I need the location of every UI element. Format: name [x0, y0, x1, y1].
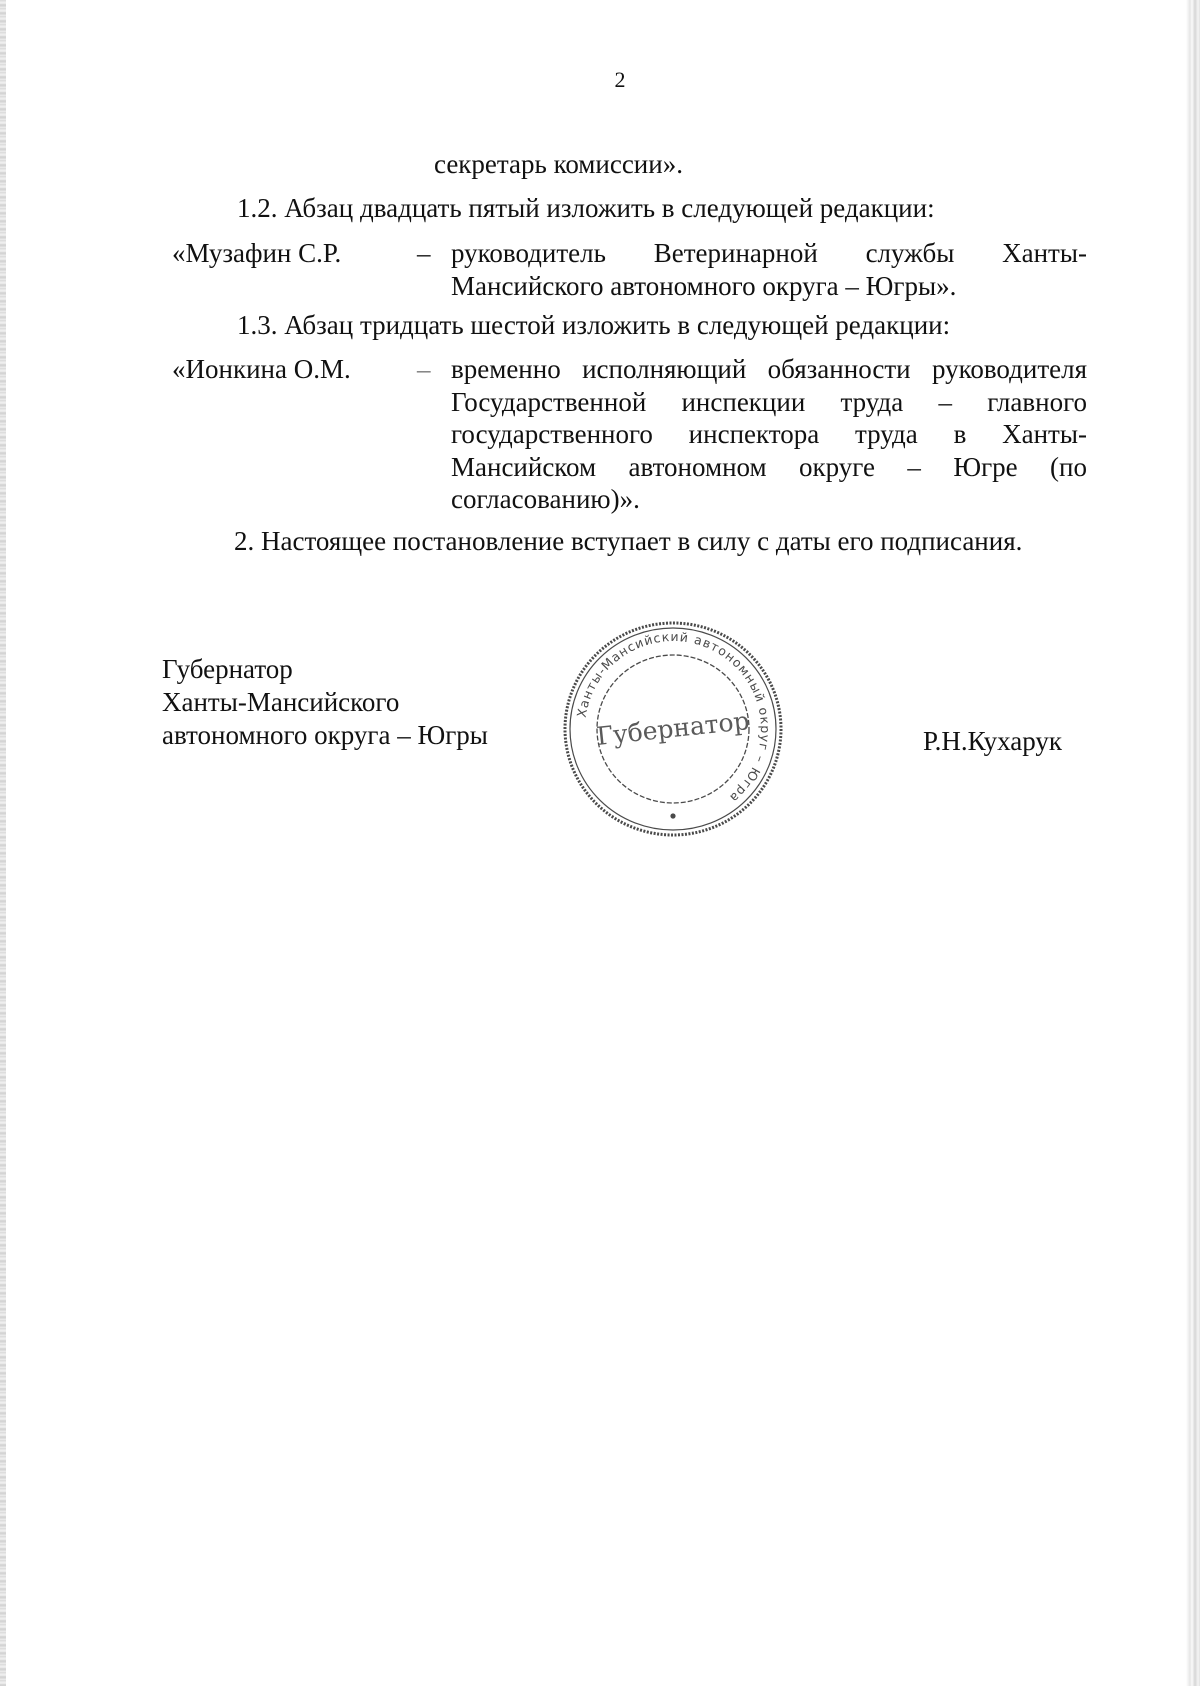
item-1-3-line: государственного инспектора труда в Ханты- — [451, 419, 1087, 449]
item-1-2-line: Мансийского автономного округа – Югры». — [451, 270, 957, 301]
item-1-3-text — [451, 353, 1087, 516]
item-1-2-line: руководитель Ветеринарной службы Ханты- — [451, 238, 1087, 268]
item-1-3-line: Мансийском автономном округе – Югре (по — [451, 451, 1087, 482]
page-number: 2 — [614, 67, 626, 92]
seal-center-text: Губернатор — [595, 706, 751, 751]
item-1-2-text — [451, 237, 1087, 302]
item-1-2-name: «Музафин С.Р. — [172, 238, 342, 268]
item-1-3-heading: 1.3. Абзац тридцать шестой изложить в следующей редакции: — [237, 310, 951, 340]
item-1-3-line: Государственной инспекции труда – главного — [451, 386, 1087, 417]
item-1-2-dash: – — [417, 238, 431, 268]
official-seal — [558, 616, 788, 842]
seal-star-icon — [670, 813, 675, 818]
signature-position-line: Губернатор — [162, 654, 293, 684]
item-1-2-heading: 1.2. Абзац двадцать пятый изложить в следующей редакции: — [237, 193, 935, 223]
item-1-3-line: временно исполняющий обязанности руководителя — [451, 354, 1087, 384]
signer-name: Р.Н.Кухарук — [923, 726, 1063, 756]
continuation-line: секретарь комиссии». — [434, 149, 683, 179]
item-1-3-name: «Ионкина О.М. — [172, 354, 351, 384]
item-1-3-line: согласованию)». — [451, 484, 640, 514]
scan-edge-left — [0, 0, 6, 1686]
item-1-3-dash: – — [417, 354, 431, 384]
item-2-text: 2. Настоящее постановление вступает в силу с даты его подписания. — [234, 526, 1023, 556]
seal-ring-text: Ханты-Мансийский автономный округ – Югра — [573, 628, 774, 807]
signature-position-line: Ханты-Мансийского — [162, 687, 400, 717]
signature-position-line: автономного округа – Югры — [162, 720, 488, 750]
scan-edge-right — [1186, 0, 1200, 1686]
